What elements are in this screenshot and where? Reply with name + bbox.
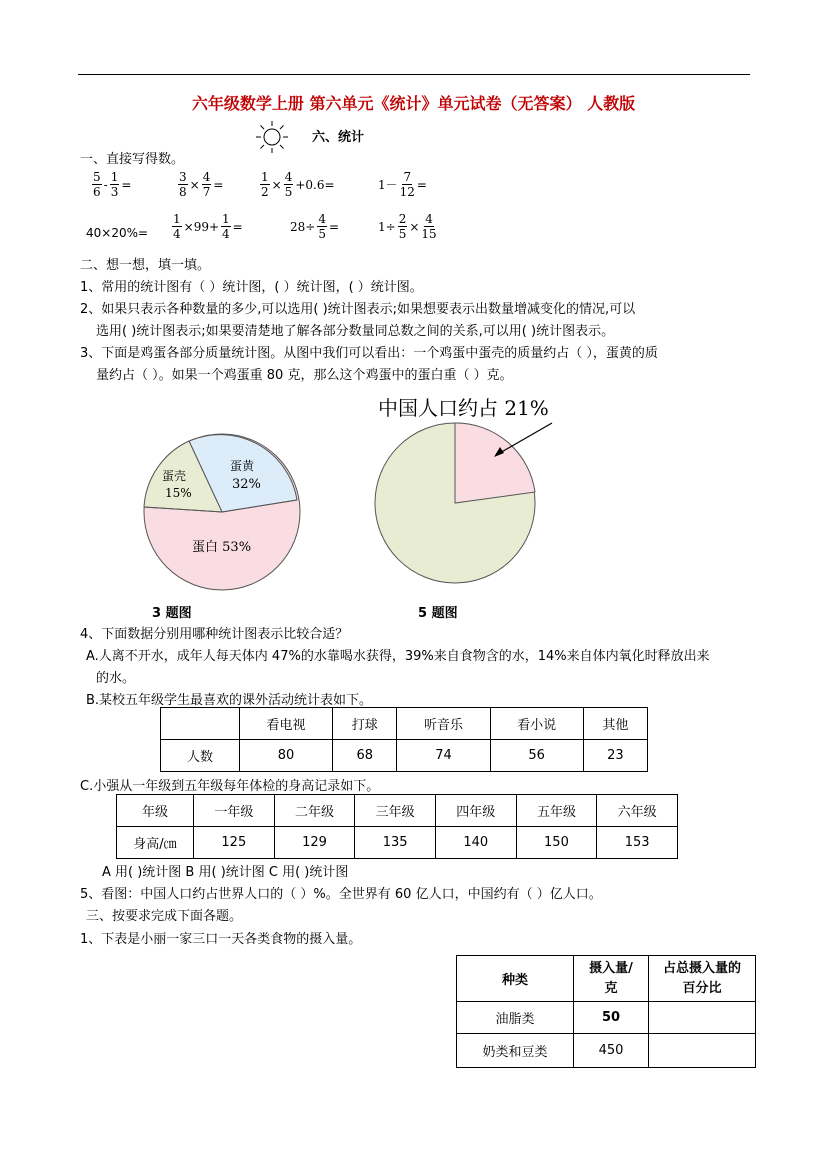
- sun-icon: [255, 120, 289, 154]
- table-header-cell: 打球: [333, 708, 397, 740]
- food-header-amount: 摄入量/ 克: [574, 956, 649, 1002]
- table-header-cell: 三年级: [355, 795, 436, 827]
- header-rule: [78, 74, 750, 75]
- table-header-cell: 看电视: [240, 708, 333, 740]
- table-cell: 74: [397, 740, 490, 772]
- table-header-cell: 四年级: [435, 795, 516, 827]
- food-percent-blank[interactable]: [649, 1002, 756, 1034]
- food-amount: 50: [574, 1002, 649, 1034]
- shell-label: 蛋壳: [162, 469, 187, 483]
- white-label: 蛋白 53%: [192, 540, 252, 555]
- calc-7: 28÷ $\frac{4}{5}$ =: [290, 212, 340, 241]
- q2-4a-line1: A.人离不开水，成年人每天体内 47%的水靠喝水获得，39%来自食物含的水，14%来自体内氧化时释放出来: [86, 649, 710, 664]
- pie5-caption: 5 题图: [418, 606, 458, 621]
- table-header-cell: 看小说: [490, 708, 583, 740]
- calc-5: 40×20%=: [86, 226, 149, 240]
- food-amount: 450: [574, 1034, 649, 1068]
- table-cell: 140: [435, 827, 516, 859]
- table-header-cell: 五年级: [516, 795, 597, 827]
- yolk-pct: 32%: [232, 477, 261, 492]
- table-header-cell: 二年级: [274, 795, 355, 827]
- unit-heading: 六、统计: [312, 130, 365, 145]
- table-cell: 135: [355, 827, 436, 859]
- egg-pie-chart: [140, 430, 305, 595]
- q2-3-line1: 3、下面是鸡蛋各部分质量统计图。从图中我们可以看出：一个鸡蛋中蛋壳的质量约占（ ），蛋黄的质: [80, 346, 658, 361]
- table-cell: 68: [333, 740, 397, 772]
- table-cell: 150: [516, 827, 597, 859]
- calc-1: 5 6 - $\frac{1}{3}$ =: [93, 170, 132, 199]
- q3-1: 1、下表是小丽一家三口一天各类食物的摄入量。: [80, 932, 362, 947]
- q2-3-line2: 量约占（ ）。如果一个鸡蛋重 80 克，那么这个鸡蛋中的蛋白重（ ）克。: [96, 368, 513, 383]
- row-label: 身高/㎝: [117, 827, 194, 859]
- calc-8: 1÷ $\frac{2}{5}$ × $\frac{4}{15}$: [378, 212, 437, 241]
- q2-4c: C.小强从一年级到五年级每年体检的身高记录如下。: [80, 779, 380, 794]
- food-header-percent: 占总摄入量的 百分比: [649, 956, 756, 1002]
- q2-2-line1: 2、如果只表示各种数量的多少,可以选用( )统计图表示;如果想要表示出数量增减变化的情况,可以: [80, 302, 636, 317]
- table-header-cell: 其他: [583, 708, 647, 740]
- table-header-cell: 年级: [117, 795, 194, 827]
- section2-heading: 二、想一想，填一填。: [80, 258, 211, 273]
- food-table: [456, 955, 756, 1068]
- population-callout: 中国人口约占 21%: [378, 396, 549, 420]
- section3-heading: 三、按要求完成下面各题。: [86, 909, 243, 924]
- height-table: [116, 794, 678, 859]
- row-label: 人数: [161, 740, 240, 772]
- yolk-label: 蛋黄: [230, 459, 255, 473]
- food-name: 油脂类: [457, 1002, 574, 1034]
- pie3-caption: 3 题图: [152, 606, 192, 621]
- q2-4a-line2: 的水。: [96, 671, 136, 686]
- q2-4-answers: A 用( )统计图 B 用( )统计图 C 用( )统计图: [102, 865, 349, 880]
- table-cell: 153: [597, 827, 678, 859]
- q2-2-line2: 选用( )统计图表示;如果要清楚地了解各部分数量同总数之间的关系,可以用( )统计图表示。: [96, 324, 615, 339]
- table-header-cell: 一年级: [194, 795, 275, 827]
- table-cell: 23: [583, 740, 647, 772]
- page-title: 六年级数学上册 第六单元《统计》单元试卷（无答案） 人教版: [191, 94, 636, 113]
- calc-4: 1－ $\frac{7}{12}$ =: [378, 170, 427, 199]
- q2-4b: B.某校五年级学生最喜欢的课外活动统计表如下。: [86, 693, 373, 708]
- table-cell: 129: [274, 827, 355, 859]
- food-percent-blank[interactable]: [649, 1034, 756, 1068]
- calc-2: $\frac{3}{8}$ × $\frac{4}{7}$ =: [179, 170, 224, 199]
- q2-1: 1、常用的统计图有（ ）统计图，( ）统计图，( ）统计图。: [80, 280, 423, 295]
- table-cell: 56: [490, 740, 583, 772]
- section1-heading: 一、直接写得数。: [80, 152, 185, 167]
- callout-arrow: [490, 420, 560, 460]
- shell-pct: 15%: [165, 486, 192, 500]
- table-cell: 125: [194, 827, 275, 859]
- table-header-cell: [161, 708, 240, 740]
- table-header-cell: 六年级: [597, 795, 678, 827]
- table-cell: 80: [240, 740, 333, 772]
- calc-6: $\frac{1}{4}$ ×99+ $\frac{1}{4}$ =: [173, 212, 243, 241]
- food-header-type: 种类: [457, 956, 574, 1002]
- calc-3: $\frac{1}{2}$ × $\frac{4}{5}$ +0.6=: [261, 170, 335, 199]
- q2-4: 4、下面数据分别用哪种统计图表示比较合适？: [80, 627, 349, 642]
- q2-5: 5、看图：中国人口约占世界人口的（ ）%。全世界有 60 亿人口，中国约有（ ）亿人口。: [80, 887, 602, 902]
- table-header-cell: 听音乐: [397, 708, 490, 740]
- activity-table: [160, 707, 648, 772]
- food-name: 奶类和豆类: [457, 1034, 574, 1068]
